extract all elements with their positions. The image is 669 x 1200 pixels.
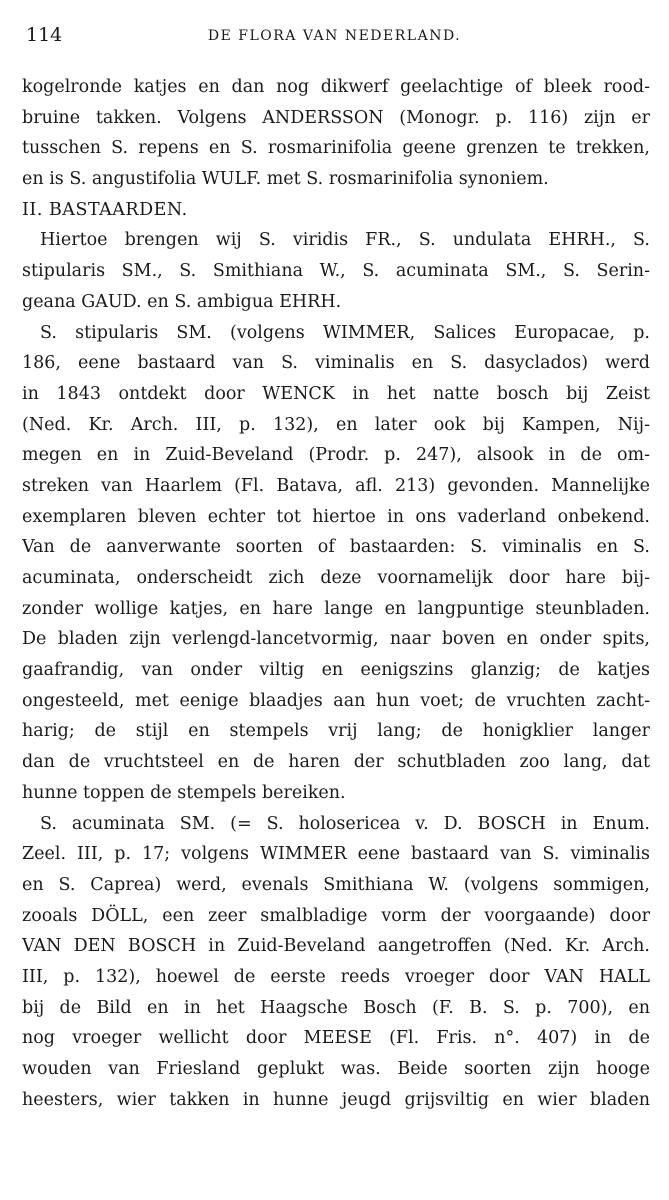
text-line: zooals DÖLL, een zeer smalbladige vorm der voorgaande) door [22,905,650,926]
text-line: bruine takken. Volgens ANDERSSON (Monogr. p. 116) zijn er [22,107,650,128]
text-line: ongesteeld, met eenige blaadjes aan hun voet; de vruchten zacht- [22,690,650,711]
section-heading: II. BASTAARDEN. [22,199,188,220]
text-line: kogelronde katjes en dan nog dikwerf geelachtige of bleek rood- [22,77,650,97]
running-title: DE FLORA VAN NEDERLAND. [207,28,462,44]
text-line: (Ned. Kr. Arch. III, p. 132), en later ook bij Kampen, Nij- [22,414,650,435]
page-header [26,24,643,54]
text-line: Hiertoe brengen wij S. viridis FR., S. undulata EHRH., S. [40,230,650,251]
text-line: VAN DEN BOSCH in Zuid-Beveland aangetroffen (Ned. Kr. Arch. [22,936,650,957]
text-line: in 1843 ontdekt door WENCK in het natte bosch bij Zeist [22,383,650,404]
text-line: harig; de stijl en stempels vrij lang; de honigklier langer [22,721,650,742]
text-line: exemplaren bleven echter tot hiertoe in ons vaderland onbekend. [22,506,650,527]
body-text [22,72,650,1115]
text-line: tusschen S. repens en S. rosmarinifolia geene grenzen te trekken, [22,138,650,159]
text-line: nog vroeger wellicht door MEESE (Fl. Fris. n°. 407) in de [22,1028,650,1049]
page-number: 114 [26,24,63,46]
text-line: en is S. angustifolia WULF. met S. rosmarinifolia synoniem. [22,169,549,190]
text-line: Zeel. III, p. 17; volgens WIMMER eene bastaard van S. viminalis [22,844,650,865]
text-line: gaafrandig, van onder viltig en eenigszins glanzig; de katjes [22,660,650,681]
text-line: streken van Haarlem (Fl. Batava, afl. 213) gevonden. Mannelijke [22,475,650,496]
text-line: geana GAUD. en S. ambigua EHRH. [22,291,342,312]
text-line: heesters, wier takken in hunne jeugd grijsviltig en wier bladen [22,1089,650,1110]
text-line: Van de aanverwante soorten of bastaarden: S. viminalis en S. [22,537,650,558]
text-line: bij de Bild en in het Haagsche Bosch (F. B. S. p. 700), en [22,997,650,1018]
text-line: hunne toppen de stempels bereiken. [22,782,346,803]
text-line: S. acuminata SM. (= S. holosericea v. D. BOSCH in Enum. [40,813,650,834]
text-line: III, p. 132), hoewel de eerste reeds vroeger door VAN HALL [22,966,650,987]
text-line: 186, eene bastaard van S. viminalis en S. dasyclados) werd [22,353,650,374]
text-line: en S. Caprea) werd, evenals Smithiana W. (volgens sommigen, [22,874,650,895]
text-line: zonder wollige katjes, en hare lange en langpuntige steunbladen. [22,598,650,619]
text-line: De bladen zijn verlengd-lancetvormig, naar boven en onder spits, [22,629,650,650]
text-line: acuminata, onderscheidt zich deze voornamelijk door hare bij- [22,568,650,588]
text-line: dan de vruchtsteel en de haren der schutbladen zoo lang, dat [22,752,650,773]
text-line: stipularis SM., S. Smithiana W., S. acuminata SM., S. Serin- [22,261,650,282]
text-line: S. stipularis SM. (volgens WIMMER, Salices Europacae, p. [40,322,650,343]
text-line: megen en in Zuid-Beveland (Prodr. p. 247), alsook in de om- [22,445,650,466]
text-line: wouden van Friesland geplukt was. Beide soorten zijn hooge [22,1059,650,1079]
